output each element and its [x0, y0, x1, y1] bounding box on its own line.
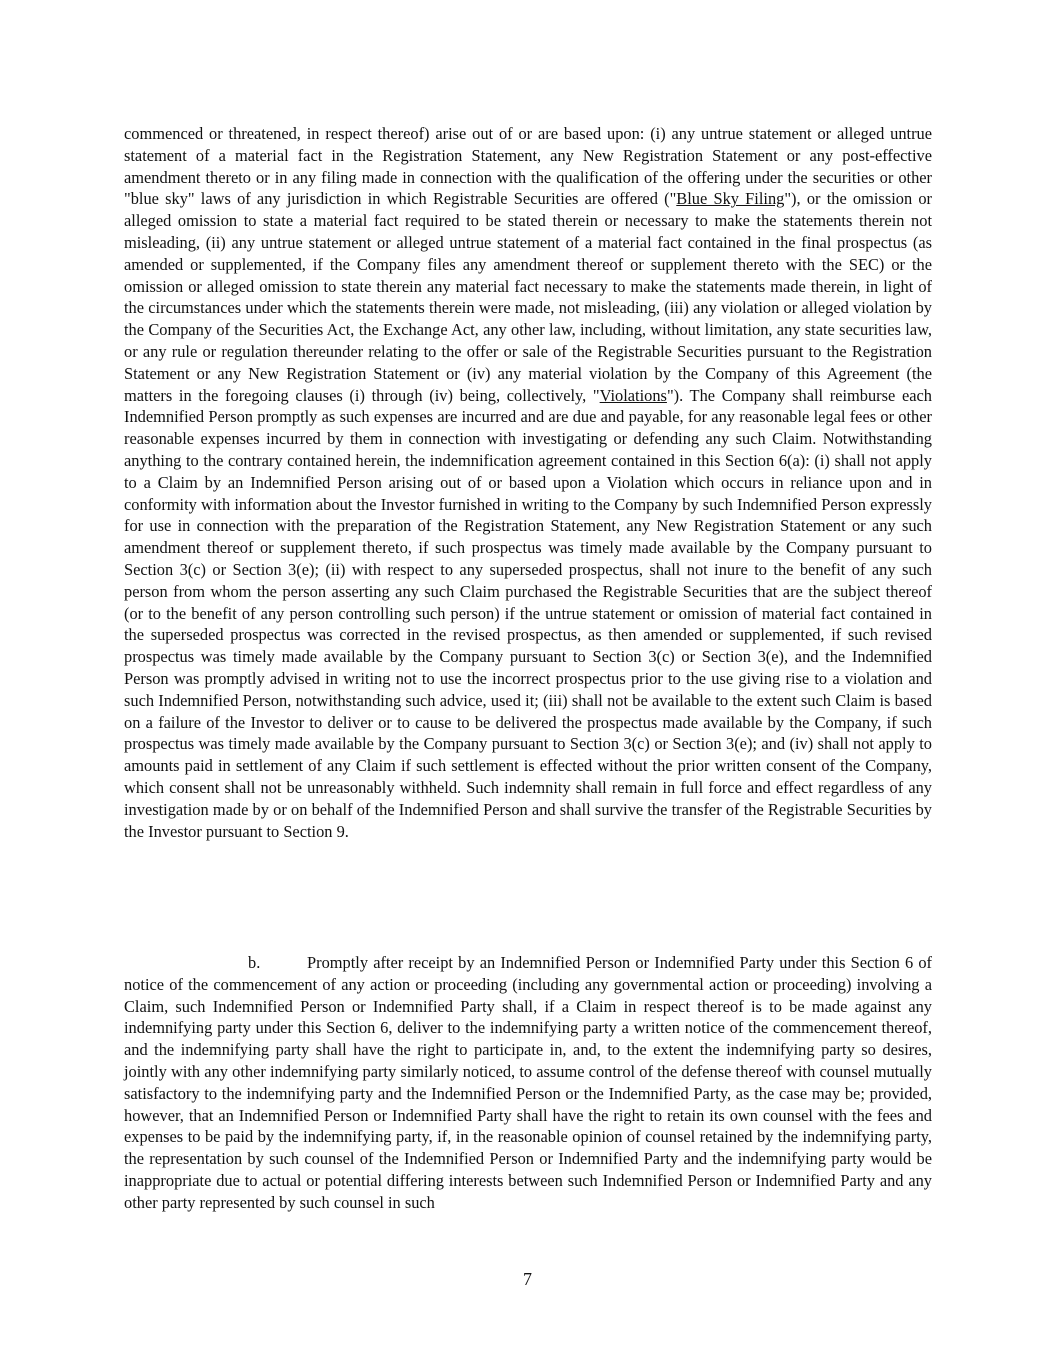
paragraph-indemnification-b	[124, 952, 932, 1214]
defined-term-violations: Violations	[599, 385, 667, 405]
text-run: commenced or threatened, in respect thereof) arise out of or are based upon: (i) any untrue statement or alleged untrue statement of a material fact in the Registration Statement, any New Registration Statement or any post-effective amendment thereto or in any filing made in connection with the qualification of the offering under the securities or other "blue sky" laws of any jurisdiction in which Registrable Securities are offered ("	[124, 124, 932, 209]
defined-term-blue-sky-filing: Blue Sky Filing	[676, 189, 785, 209]
paragraph-indemnification-a-continued	[124, 123, 932, 842]
clause-label-b: b.	[248, 953, 261, 972]
page-number: 7	[523, 1269, 532, 1289]
text-run: "), or the omission or alleged omission to state a material fact required to be stated therein or necessary to make the statements therein not misleading, (ii) any untrue statement or alleged untrue statement of a material fact contained in the final prospectus (as amended or supplemented, if the Company files any amendment thereof or supplement thereto with the SEC) or the omission or alleged omission to state therein any material fact necessary to make the statements made therein, in light of the circumstances under which the statements therein were made, not misleading, (iii) any violation or alleged violation by the Company of the Securities Act, the Exchange Act, any other law, including, without limitation, any state securities law, or any rule or regulation thereunder relating to the offer or sale of the Registrable Securities pursuant to the Registration Statement or any New Registration Statement or (iv) any material violation by the Company of this Agreement (the matters in the foregoing clauses (i) through (iv) being, collectively, "	[124, 189, 933, 405]
text-run: "). The Company shall reimburse each Indemnified Person promptly as such expenses are incurred and are due and payable, for any reasonable legal fees or other reasonable expenses incurred by them in connection with investigating or defending any such Claim. Notwithstanding anything to the contrary contained herein, the indemnification agreement contained in this Section 6(a): (i) shall not apply to a Claim by an Indemnified Person arising out of or based upon a Violation which occurs in reliance upon and in conformity with information about the Investor furnished in writing to the Company by such Indemnified Person expressly for use in connection with the preparation of the Registration Statement, any New Registration Statement or any such amendment thereof or supplement thereto, if such prospectus was timely made available by the Company pursuant to Section 3(c) or Section 3(e); (ii) with respect to any superseded prospectus, shall not inure to the benefit of any such person from whom the person asserting any such Claim purchased the Registrable Securities that are the subject thereof (or to the benefit of any person controlling such person) if the untrue statement or omission of material fact contained in the superseded prospectus was corrected in the revised prospectus, as then amended or supplemented, if such revised prospectus was timely made available by the Company pursuant to Section 3(c) or Section 3(e), and the Indemnified Person was promptly advised in writing not to use the incorrect prospectus prior to the use giving rise to a violation and such Indemnified Person, notwithstanding such advice, used it; (iii) shall not be available to the extent such Claim is based on a failure of the Investor to deliver or to cause to be delivered the prospectus made available by the Company, if such prospectus was timely made available by the Company pursuant to Section 3(c) or Section 3(e); and (iv) shall not apply to amounts paid in settlement of any Claim if such settlement is effected without the prior written consent of the Company, which consent shall not be unreasonably withheld. Such indemnity shall remain in full force and effect regardless of any investigation made by or on behalf of the Indemnified Person and shall survive the transfer of the Registrable Securities by the Investor pursuant to Section 9.	[124, 385, 932, 841]
text-run: Promptly after receipt by an Indemnified Person or Indemnified Party under this Section 6 of notice of the commencement of any action or proceeding (including any governmental action or proceeding) involving a Claim, such Indemnified Person or Indemnified Party shall, if a Claim in respect thereof is to be made against any indemnifying party under this Section 6, deliver to the indemnifying party a written notice of the commencement thereof, and the indemnifying party shall have the right to participate in, and, to the extent the indemnifying party so desires, jointly with any other indemnifying party similarly noticed, to assume control of the defense thereof with counsel mutually satisfactory to the indemnifying party and the Indemnified Person or the Indemnified Party, as the case may be; provided, however, that an Indemnified Person or Indemnified Party shall have the right to retain its own counsel with the fees and expenses to be paid by the indemnifying party, if, in the reasonable opinion of counsel retained by the indemnifying party, the representation by such counsel of the Indemnified Person or Indemnified Party and the indemnifying party would be inappropriate due to actual or potential differing interests between such Indemnified Person or Indemnified Party and any other party represented by such counsel in such	[124, 953, 932, 1212]
